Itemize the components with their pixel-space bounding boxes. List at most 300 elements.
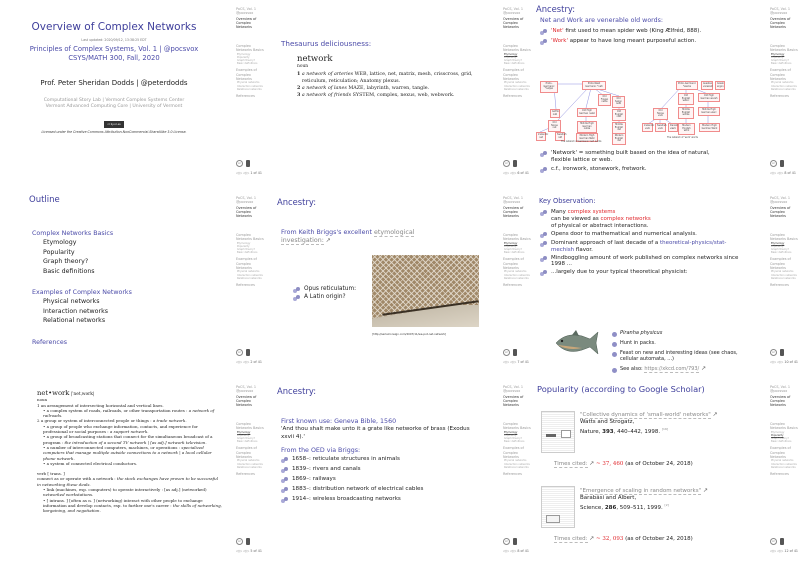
bullet-item: Dominant approach of last decade of a theoretical-physics/stat-mechish flavor. (540, 240, 740, 254)
outline-section[interactable]: References (32, 338, 67, 346)
cc-license-logo[interactable]: cc by-nc-sa (104, 121, 124, 128)
bullet-item: Many complex systems can be viewed as complex networks of physical or abstract interactions. (540, 209, 740, 230)
diagram-node: Modern High German Werk (699, 123, 720, 132)
license-text: Licensed under the Creative Commons Attribution-NonCommercial-ShareAlike 3.0 License. (41, 129, 187, 134)
sidebar-item[interactable]: Etymology (237, 241, 251, 245)
uvm-logo-icon (246, 349, 250, 356)
external-link-icon[interactable]: ↗ (589, 535, 595, 542)
slide-title: Ancestry: (536, 4, 576, 14)
sub-bullet-item: Feast on new and interesting ideas (see chaos, cellular automata, ...) (612, 350, 747, 363)
deck-title: Overview of Complex Networks (31, 21, 197, 33)
diagram-node: Old Norse net (548, 120, 561, 132)
diagram-node: Proto-Germanic *werka (676, 81, 698, 90)
uvm-logo-icon (513, 349, 517, 356)
nav-arrows-icon[interactable]: ◁ ▷ ◁ ▷ (770, 549, 784, 553)
sidebar-section-basics[interactable]: Complex Networks Basics (503, 44, 531, 53)
bullet-icon (293, 287, 301, 294)
diagram-node: Swedish verk (655, 123, 666, 132)
uvm-logo-icon (780, 160, 784, 167)
headword: net•work (37, 389, 70, 397)
definition-line: 1 an arrangement of intersecting horizontal and vertical lines. (37, 402, 164, 408)
sidebar-item[interactable]: Physical networks (237, 459, 260, 463)
slide-sidebar (230, 0, 267, 189)
sidebar-section-examples[interactable]: Examples of Complex Networks (236, 446, 257, 459)
pronunciation: |ˈnetˌwərk| (70, 392, 95, 397)
sidebar-deck-title[interactable]: Overview of Complex Networks (770, 16, 791, 30)
sidebar-deck-title[interactable]: Overview of Complex Networks (770, 394, 791, 408)
slide-thesaurus (267, 0, 534, 189)
sidebar-item[interactable]: Interaction networks (504, 273, 530, 277)
thesaurus-sense: 3 a network of friends SYSTEM, complex, nexus, web, webwork. (297, 92, 455, 99)
sub-bullet-item: Hunt in packs. (612, 340, 747, 347)
sidebar-handle: @pocsvox (770, 389, 788, 394)
diagram-node: Proto-West Germanic *nati (582, 81, 606, 90)
cc-license-icon: cc (236, 160, 243, 167)
sidebar-section-examples[interactable]: Examples of Complex Networks (236, 257, 257, 270)
sidebar-item[interactable]: Relational networks (237, 276, 262, 280)
sidebar-item[interactable]: Popularity (771, 433, 784, 437)
paper-title[interactable]: "Emergence of scaling in random networks" ↗ (580, 487, 709, 494)
slide-dictionary (0, 378, 267, 566)
sub-bullet-icon (612, 352, 617, 357)
sidebar-item[interactable]: Graph theory? (504, 248, 522, 251)
nav-arrows-icon[interactable]: ◁ ▷ ◁ ▷ (236, 171, 250, 175)
bullet-item: Mindboggling amount of work published on complex networks since 1998 ... (540, 255, 740, 269)
sidebar-section-examples[interactable]: Examples of Complex Networks (770, 257, 791, 270)
sidebar-item[interactable]: Basic definitions (771, 251, 792, 255)
bullet-icon (540, 39, 548, 46)
diagram-node: Gothic nati (550, 109, 560, 118)
sub-bullet-icon (612, 368, 617, 373)
outline-item[interactable]: Interaction networks (43, 307, 109, 315)
definition-line: • a group of broadcasting stations that connect for the simultaneous broadcast of a program : the introduction of a second TV network | [as adj.] network television. (43, 434, 213, 445)
sidebar-item[interactable]: Basic definitions (771, 440, 792, 444)
bullet-item: 'Net' first used to mean spider web (King Ælfréd, 888). (540, 28, 730, 36)
definition-line: • a system of connected electrical conductors. (43, 460, 138, 466)
paper-thumbnail[interactable] (541, 411, 575, 453)
nav-arrows-icon[interactable]: ◁ ▷ ◁ ▷ (503, 171, 517, 175)
bullet-item: A Latin origin? (293, 294, 363, 302)
sidebar-deck-title[interactable]: Overview of Complex Networks (236, 394, 257, 408)
diagram-node: Old Saxon netti (612, 96, 625, 108)
nav-arrows-icon[interactable]: ◁ ▷ ◁ ▷ (503, 549, 517, 553)
external-link-icon[interactable]: ↗ (323, 237, 331, 244)
times-cited-link[interactable]: Times cited: (554, 536, 588, 542)
bullet-icon (540, 167, 548, 174)
diagram-node: Greek ergon (715, 81, 725, 90)
sidebar-references[interactable]: References (503, 471, 522, 476)
bullet-icon (293, 295, 301, 302)
paper-citation: Nature, 393, 440–442, 1998. [16] (580, 426, 669, 435)
sidebar-item[interactable]: Graph theory? (771, 437, 789, 440)
bullet-item: 'Work' appear to have long meant purposeful action. (540, 38, 730, 46)
timeline-item: 1658–: reticulate structures in animals (281, 456, 471, 464)
sidebar-references[interactable]: References (503, 282, 522, 287)
external-link-icon[interactable]: ↗ (589, 460, 595, 467)
slide-title: Ancestry: (277, 386, 317, 396)
sidebar-item[interactable]: Etymology (237, 52, 251, 56)
sidebar-handle: @pocsvox (236, 200, 254, 205)
first-known-use: First known use: Geneva Bible, 1560 (281, 418, 397, 425)
sidebar-item[interactable]: Basic definitions (237, 62, 258, 66)
bullet-icon (540, 270, 548, 277)
slide-sidebar (230, 189, 267, 378)
as-of-date: (as of October 24, 2018) (625, 536, 693, 542)
bullet-icon (540, 232, 548, 239)
external-link-icon: ↗ (701, 487, 709, 494)
sidebar-section-examples[interactable]: Examples of Complex Networks (770, 446, 791, 459)
sidebar-item[interactable]: Basic definitions (504, 62, 525, 66)
sidebar-handle: @pocsvox (770, 11, 788, 16)
nav-arrows-icon[interactable]: ◁ ▷ ◁ ▷ (236, 549, 250, 553)
sidebar-section-basics[interactable]: Complex Networks Basics (236, 44, 264, 53)
sidebar-deck-title[interactable]: Overview of Complex Networks (503, 205, 524, 219)
sidebar-item[interactable]: Relational networks (504, 87, 529, 91)
sidebar-item[interactable]: Popularity (237, 433, 250, 437)
bullet-icon (281, 457, 289, 464)
bullet-item: Opus reticulatum: (293, 286, 363, 294)
sidebar-course: PoCS, Vol. 1 (770, 7, 791, 11)
slide-sidebar (764, 378, 800, 566)
sidebar-section-examples[interactable]: Examples of Complex Networks (236, 68, 257, 81)
sidebar-item[interactable]: Physical networks (504, 459, 527, 463)
uvm-logo-icon (513, 538, 517, 545)
sidebar-handle: @pocsvox (236, 11, 254, 16)
sidebar-item[interactable]: Interaction networks (237, 273, 263, 277)
bullet-item: c.f., ironwork, stonework, fretwork. (540, 166, 730, 174)
definition-line: • link (machines, esp. computers) to operate interactively : [as adj.] (networked) networked workstations. (43, 487, 207, 498)
uvm-logo-icon (513, 160, 517, 167)
sidebar-handle: @pocsvox (503, 389, 521, 394)
sidebar-item[interactable]: Basic definitions (237, 251, 258, 255)
diagram-node: Middle English werke (678, 107, 694, 119)
cc-license-icon: cc (770, 349, 777, 356)
sidebar-item[interactable]: Interaction networks (771, 273, 797, 277)
times-cited-link[interactable]: Times cited: (554, 461, 588, 467)
sidebar-item[interactable]: Graph theory? (237, 248, 255, 251)
sidebar-item[interactable]: Relational networks (504, 465, 529, 469)
slide-ancestry-net-work (534, 0, 800, 189)
thesaurus-sense: 2 a network of lanes MAZE, labyrinth, warren, tangle. (297, 84, 430, 91)
sidebar-item[interactable]: Basic definitions (504, 440, 525, 444)
slide-title: Outline (29, 195, 60, 205)
timeline-item: 1883–: distribution network of electrical cables (281, 486, 471, 494)
bible-quote: 'And thou shalt make unto it a grate like networke of brass (Exodus xxvii 4).' (281, 426, 470, 440)
sidebar-section-examples[interactable]: Examples of Complex Networks (503, 68, 524, 81)
sidebar-item[interactable]: Etymology (504, 241, 518, 245)
sidebar-deck-title[interactable]: Overview of Complex Networks (503, 16, 524, 30)
page-number: 5 of 41 (250, 549, 262, 553)
bullet-icon (540, 29, 548, 36)
sidebar-item[interactable]: Popularity (237, 244, 250, 248)
slide-sidebar (497, 189, 534, 378)
course-line-1: Principles of Complex Systems, Vol. 1 | @pocsvox (29, 45, 199, 53)
slide-title: Ancestry: (277, 197, 317, 207)
cc-license-icon: cc (503, 160, 510, 167)
sidebar-item[interactable]: Physical networks (771, 81, 794, 85)
last-updated: Last updated: 2020/09/12, 13:38:25 EDT (81, 38, 147, 42)
bullet-icon (540, 256, 548, 263)
definition-line: 2 a group or system of interconnected people or things : a trade network. (37, 418, 187, 424)
sidebar-item[interactable]: Relational networks (771, 87, 796, 91)
sidebar-references[interactable]: References (503, 93, 522, 98)
slide-popularity (534, 378, 800, 566)
photo-credit[interactable]: [http://serialconsign.com/2007/11/we-put-net-network] (372, 332, 447, 336)
bullet-icon (540, 241, 548, 248)
page-number: 7 of 41 (517, 360, 529, 364)
outline-section[interactable]: Complex Networks Basics (32, 230, 114, 237)
sidebar-item[interactable]: Graph theory? (237, 437, 255, 440)
sidebar-item[interactable]: Etymology (237, 430, 251, 434)
sidebar-section-basics[interactable]: Complex Networks Basics (236, 422, 264, 431)
sidebar-handle: @pocsvox (503, 200, 521, 205)
bullet-item: ...largely due to your typical theoretical physicist: (540, 269, 740, 277)
slide-key-observation (534, 189, 800, 378)
sub-bullet-icon (612, 342, 617, 347)
sidebar-references[interactable]: References (770, 471, 789, 476)
times-cited-row (554, 535, 693, 542)
sidebar-item[interactable]: Interaction networks (237, 84, 263, 88)
sidebar-item[interactable]: Interaction networks (771, 462, 797, 466)
etymology-link[interactable]: etymological investigation: (281, 229, 415, 244)
sidebar-item[interactable]: Physical networks (504, 81, 527, 85)
bullet-icon (540, 210, 548, 217)
sidebar-section-basics[interactable]: Complex Networks Basics (770, 233, 798, 242)
definition-line: • a group of people who exchange information, contacts, and experience for professional or social purposes : a support network. (43, 423, 198, 435)
page-number: 12 of 41 (784, 549, 799, 553)
verb-label: verb [ trans. ] (37, 471, 65, 477)
nav-arrows-icon[interactable]: ◁ ▷ ◁ ▷ (770, 171, 784, 175)
xkcd-link[interactable]: https://xkcd.com/793/ (644, 365, 700, 372)
sidebar-references[interactable]: References (236, 93, 255, 98)
sidebar-item[interactable]: Relational networks (771, 465, 796, 469)
sidebar-item[interactable]: Graph theory? (771, 248, 789, 251)
sidebar-deck-title[interactable]: Overview of Complex Networks (770, 205, 791, 219)
sidebar-item[interactable]: Interaction networks (504, 84, 530, 88)
sidebar-section-basics[interactable]: Complex Networks Basics (503, 233, 531, 242)
outline-item[interactable]: Popularity (43, 248, 75, 256)
sidebar-item[interactable]: Etymology (771, 430, 785, 434)
sidebar-section-examples[interactable]: Examples of Complex Networks (503, 446, 524, 459)
sidebar-course: PoCS, Vol. 1 (236, 196, 257, 200)
sidebar-course: PoCS, Vol. 1 (503, 385, 524, 389)
sidebar-deck-title[interactable]: Overview of Complex Networks (503, 394, 524, 408)
author: Prof. Peter Sheridan Dodds | @peterdodds (40, 79, 188, 87)
diagram-node: Modern English net (612, 133, 626, 145)
slide-title: Key Observation: (539, 197, 596, 205)
slide-sidebar (230, 378, 267, 566)
course-line-2: CSYS/MATH 300, Fall, 2020 (68, 53, 160, 62)
sidebar-section-basics[interactable]: Complex Networks Basics (770, 44, 798, 53)
slide-title (0, 0, 267, 189)
sidebar-item[interactable]: Graph theory? (237, 59, 255, 62)
bullet-icon (281, 487, 289, 494)
sidebar-item[interactable]: Physical networks (504, 270, 527, 274)
affiliation-1: Computational Story Lab | Vermont Complex Systems Center (43, 98, 185, 103)
thesaurus-sense: 1 a network of arteries WEB, lattice, net, matrix, mesh, crisscross, grid, reticulum, reticulation; Anatomy plexus. (297, 71, 473, 84)
sidebar-course: PoCS, Vol. 1 (503, 7, 524, 11)
sidebar-item[interactable]: Popularity (771, 244, 784, 248)
sidebar-item[interactable]: Popularity (771, 55, 784, 59)
diagram-node: Danish værk (668, 123, 678, 132)
page-number: 2 of 41 (250, 360, 262, 364)
diagram-node: Middle High German werc (698, 107, 720, 116)
paper-thumbnail[interactable] (541, 486, 575, 528)
nav-arrows-icon[interactable]: ◁ ▷ ◁ ▷ (770, 360, 784, 364)
bullet-icon (540, 151, 548, 158)
as-of-date: (as of October 24, 2018) (625, 461, 693, 467)
cc-license-icon: cc (503, 538, 510, 545)
sidebar-item[interactable]: Graph theory? (504, 437, 522, 440)
sidebar-section-examples[interactable]: Examples of Complex Networks (503, 257, 524, 270)
sidebar-item[interactable]: Basic definitions (771, 62, 792, 66)
work-etymology-diagram (642, 78, 734, 142)
sidebar-section-basics[interactable]: Complex Networks Basics (503, 422, 531, 431)
sidebar-item[interactable]: Physical networks (237, 81, 260, 85)
slide-subtitle: Net and Work are venerable old words: (540, 17, 664, 24)
diagram-node: Proto-Germanic *natjan (540, 81, 558, 93)
outline-item[interactable]: Etymology (43, 239, 77, 247)
sidebar-references[interactable]: References (236, 282, 255, 287)
outline-item[interactable]: Physical networks (43, 298, 100, 306)
sidebar-item[interactable]: Popularity (237, 55, 250, 59)
part-of-speech: noun (37, 397, 48, 403)
diagram-node: Middle English net (612, 122, 626, 134)
bullet-icon (281, 477, 289, 484)
cc-license-icon: cc (770, 538, 777, 545)
sidebar-item[interactable]: Etymology (771, 52, 785, 56)
diagram-node: Swedish nät (555, 132, 565, 141)
bullet-icon (281, 497, 289, 504)
outline-item[interactable]: Graph theory? (43, 258, 89, 266)
sidebar-item[interactable]: Relational networks (504, 276, 529, 280)
cc-license-icon: cc (236, 538, 243, 545)
page-number: 8 of 41 (784, 171, 796, 175)
uvm-logo-icon (780, 538, 784, 545)
sidebar-item[interactable]: Interaction networks (237, 462, 263, 466)
page-number: 8 of 41 (517, 549, 529, 553)
timeline-item: 1839–: rivers and canals (281, 466, 471, 474)
sidebar-item[interactable]: Relational networks (237, 465, 262, 469)
timeline-item: 1869–: railways (281, 476, 471, 484)
sidebar-references[interactable]: References (770, 282, 789, 287)
sidebar-item[interactable]: Physical networks (771, 270, 794, 274)
sidebar-item[interactable]: Popularity (504, 244, 517, 248)
diagram-node: Avestan varəzem (701, 81, 713, 90)
sidebar-handle: @pocsvox (503, 11, 521, 16)
diagram-node: Old High German werah (698, 93, 720, 102)
nav-arrows-icon[interactable]: ◁ ▷ ◁ ▷ (503, 360, 517, 364)
oed-heading: From the OED via Briggs: (281, 446, 361, 454)
sidebar-deck-title[interactable]: Overview of Complex Networks (236, 16, 257, 30)
paper-citation: Science, 286, 509–511, 1999. [2] (580, 502, 669, 511)
sidebar-course: PoCS, Vol. 1 (770, 385, 791, 389)
sidebar-item[interactable]: Graph theory? (771, 59, 789, 62)
definition-line: • [ intrans. ] [often as n. ] (networking) interact with other people to exchange information and develop contacts, esp. to further one's career : the skills of networking, bargaining, and negotiation. (43, 497, 222, 514)
sidebar-item[interactable]: Popularity (504, 55, 517, 59)
times-cited-row (554, 460, 693, 467)
affiliation-2: Vermont Advanced Computing Core | University of Vermont (45, 104, 183, 110)
sidebar-item[interactable]: Etymology (504, 430, 518, 434)
sidebar-item[interactable]: Interaction networks (771, 84, 797, 88)
page-number: 6 of 41 (517, 171, 529, 175)
sub-bullet-icon (612, 332, 617, 337)
diagram-node: Old Norse verk (653, 108, 668, 120)
slide-ancestry-oed (267, 378, 534, 566)
sidebar-course: PoCS, Vol. 1 (770, 196, 791, 200)
net-etymology-diagram (536, 76, 639, 144)
sidebar-item[interactable]: Graph theory? (504, 59, 522, 62)
slide-ancestry-briggs (267, 189, 534, 378)
diagram-node: Icelandic net (536, 132, 546, 141)
bullet-icon (281, 467, 289, 474)
sidebar-item[interactable]: Physical networks (771, 459, 794, 463)
sidebar-references[interactable]: References (236, 471, 255, 476)
timeline-item: 1914–: wireless broadcasting networks (281, 496, 471, 504)
external-link-icon[interactable]: ↗ (699, 364, 707, 372)
bullet-item: 'Network' = something built based on the idea of natural, flexible lattice or web. (540, 150, 730, 164)
sidebar-deck-title[interactable]: Overview of Complex Networks (236, 205, 257, 219)
citation-count: ~ 37, 460 (596, 461, 624, 467)
sidebar-handle: @pocsvox (236, 389, 254, 394)
diagram-caption: The network of Germanic 'net' words (561, 140, 602, 143)
sidebar-item[interactable]: Etymology (504, 52, 518, 56)
sidebar-item[interactable]: Physical networks (237, 270, 260, 274)
diagram-node: Old Frisian nette (598, 94, 611, 106)
diagram-node: Old English nett (612, 109, 626, 121)
sidebar-references[interactable]: References (770, 93, 789, 98)
diagram-caption: The network of 'work' words (667, 136, 698, 139)
sidebar-course: PoCS, Vol. 1 (503, 196, 524, 200)
slide-outline (0, 189, 267, 378)
nav-arrows-icon[interactable]: ◁ ▷ ◁ ▷ (236, 360, 250, 364)
diagram-node: Modern English work (678, 123, 695, 135)
sidebar-course: PoCS, Vol. 1 (236, 385, 257, 389)
sub-bullet-item: See also: https://xkcd.com/793/ ↗ (612, 366, 747, 373)
sidebar-item[interactable]: Basic definitions (504, 251, 525, 255)
thesaurus-pos: noun (297, 64, 309, 69)
sidebar-item[interactable]: Popularity (504, 433, 517, 437)
piranha-fish-image (552, 329, 600, 357)
cc-license-icon: cc (770, 160, 777, 167)
outline-item[interactable]: Basic definitions (43, 267, 95, 275)
uvm-logo-icon (780, 349, 784, 356)
sidebar-item[interactable]: Basic definitions (237, 440, 258, 444)
sidebar-item[interactable]: Interaction networks (504, 462, 530, 466)
outline-item[interactable]: Relational networks (43, 317, 106, 325)
sidebar-item[interactable]: Relational networks (237, 87, 262, 91)
page-number: 10 of 41 (784, 360, 799, 364)
thesaurus-word: network (297, 54, 333, 64)
cc-license-icon: cc (503, 349, 510, 356)
sidebar-course: PoCS, Vol. 1 (236, 7, 257, 11)
sidebar-section-examples[interactable]: Examples of Complex Networks (770, 68, 791, 81)
definition-line: • a number of interconnected computers, machines, or operations : specialized computers that manage multiple outside connections to a network | a local cellular phone network. (43, 444, 212, 461)
uvm-logo-icon (246, 538, 250, 545)
sidebar-item[interactable]: Etymology (771, 241, 785, 245)
paper-title[interactable]: "Collective dynamics of 'small-world' networks" ↗ (580, 411, 718, 418)
sidebar-handle: @pocsvox (770, 200, 788, 205)
outline-section[interactable]: Examples of Complex Networks (32, 289, 132, 297)
sidebar-item[interactable]: Relational networks (771, 276, 796, 280)
slide-title: Popularity (according to Google Scholar) (537, 384, 705, 394)
sidebar-section-basics[interactable]: Complex Networks Basics (770, 422, 798, 431)
definition-line: connect as or operate with a network : the stock exchanges have proven to be successful in networking these deals. (37, 476, 219, 487)
external-link-icon: ↗ (710, 411, 718, 418)
sidebar-section-basics[interactable]: Complex Networks Basics (236, 233, 264, 242)
diagram-node: Middle High German netze (577, 121, 597, 133)
diagram-node: Old English weorc (678, 93, 694, 105)
